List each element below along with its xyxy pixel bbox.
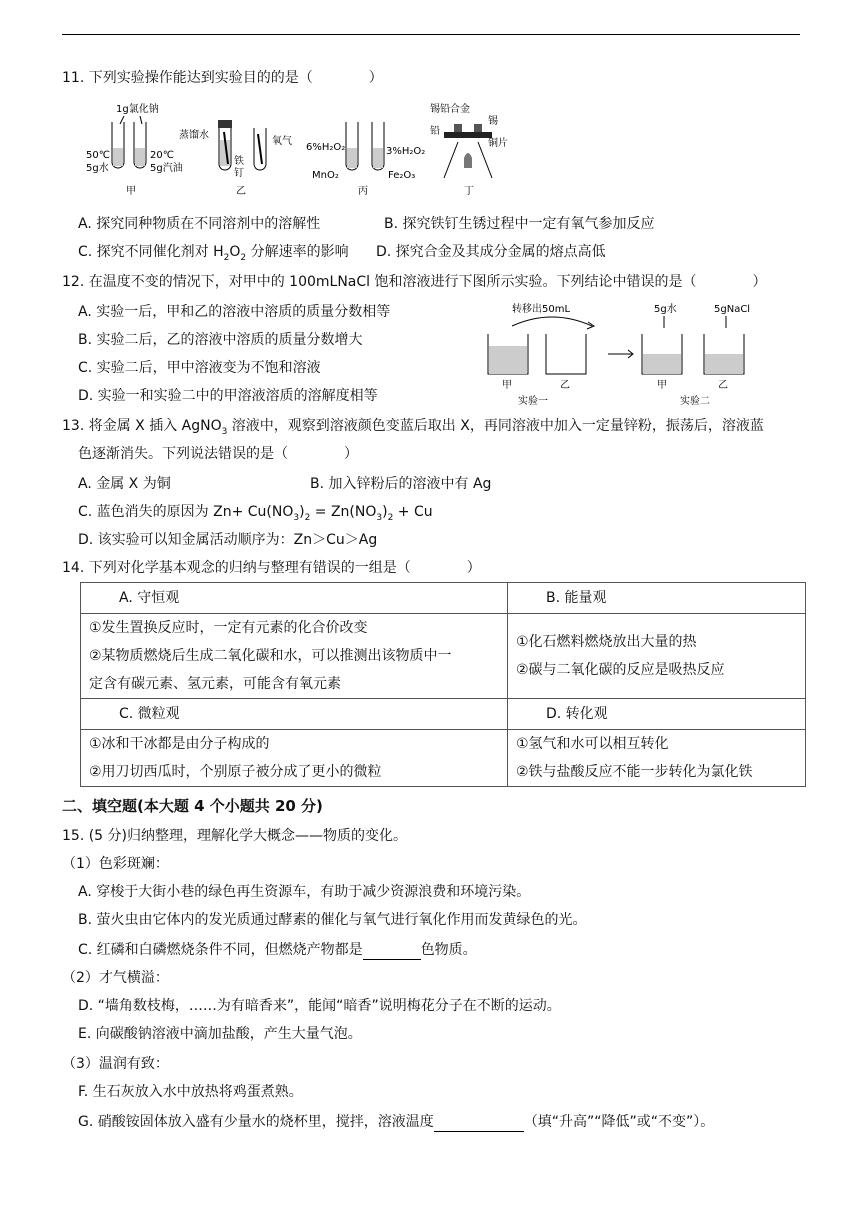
q15-blank-g xyxy=(434,1131,524,1132)
svg-text:乙: 乙 xyxy=(560,380,570,391)
q14-cell-b: ①化石燃料燃烧放出大量的热 ②碳与二氧化碳的反应是吸热反应 xyxy=(508,614,806,699)
svg-text:Fe₂O₃: Fe₂O₃ xyxy=(388,170,416,181)
q12-stem: 12. 在温度不变的情况下，对甲中的 100mLNaCl 饱和溶液进行下图所示实验。下列结论中错误的是（ ） xyxy=(62,274,767,290)
q12-option-c: C. 实验二后，甲中溶液变为不饱和溶液 xyxy=(78,360,321,376)
q14-head-c: C. 微粒观 xyxy=(81,699,508,730)
svg-text:铜片: 铜片 xyxy=(488,138,508,149)
q13-stem-line2: 色逐渐消失。下列说法错误的是（ ） xyxy=(78,446,358,462)
q13-option-c: C. 蓝色消失的原因为 $Zn+ Cu(NO_3)_2 = Zn(NO_3)_2 + Cu$ xyxy=(78,504,433,523)
svg-text:甲: 甲 xyxy=(502,380,512,391)
section-2-title: 二、填空题(本大题 4 个小题共 20 分) xyxy=(62,797,323,815)
svg-text:丙: 丙 xyxy=(358,186,368,197)
svg-text:乙: 乙 xyxy=(718,380,728,391)
q15-item-f: F. 生石灰放入水中放热将鸡蛋煮熟。 xyxy=(78,1084,303,1100)
svg-text:20℃: 20℃ xyxy=(150,150,174,161)
q15-item-e: E. 向碳酸钠溶液中滴加盐酸，产生大量气泡。 xyxy=(78,1026,362,1042)
svg-text:5gNaCl: 5gNaCl xyxy=(714,304,751,315)
svg-text:铅: 铅 xyxy=(430,126,440,137)
q14-table xyxy=(80,582,806,787)
q14-stem: 14. 下列对化学基本观念的归纳与整理有错误的一组是（ ） xyxy=(62,560,481,576)
q12-option-b: B. 实验二后，乙的溶液中溶质的质量分数增大 xyxy=(78,332,363,348)
svg-text:实验二: 实验二 xyxy=(680,396,710,407)
q14-cell-d: ①氢气和水可以相互转化 ②铁与盐酸反应不能一步转化为氯化铁 xyxy=(508,730,806,787)
q15-item-c: C. 红磷和白磷燃烧条件不同，但燃烧产物都是 色物质。 xyxy=(78,942,477,958)
q15-sub1: （1）色彩斑斓： xyxy=(62,856,169,872)
q11-stem: 11. 下列实验操作能达到实验目的的是（ ） xyxy=(62,70,383,86)
svg-text:5g水: 5g水 xyxy=(654,304,677,315)
q15-blank-c xyxy=(363,959,421,960)
q15-item-b: B. 萤火虫由它体内的发光质通过酵素的催化与氧气进行氧化作用而发黄绿色的光。 xyxy=(78,912,587,928)
q13-stem-line1: 13. 将金属 X 插入 AgNO$_3$ 溶液中，观察到溶液颜色变蓝后取出 X，再同溶液中加入一定量锌粉，振荡后，溶液蓝 xyxy=(62,418,764,437)
q11-option-d: D. 探究合金及其成分金属的熔点高低 xyxy=(376,244,606,260)
svg-text:钉: 钉 xyxy=(234,168,244,179)
q11-fig-jia-top: 1g氯化钠 xyxy=(116,104,159,115)
q13-option-b: B. 加入锌粉后的溶液中有 Ag xyxy=(310,476,492,492)
svg-text:5g汽油: 5g汽油 xyxy=(150,163,183,174)
q15-item-d: D. “墙角数枝梅，……为有暗香来”，能闻“暗香”说明梅花分子在不断的运动。 xyxy=(78,998,561,1014)
svg-text:氧气: 氧气 xyxy=(272,136,292,147)
q12-figure xyxy=(482,298,782,410)
svg-text:5g水: 5g水 xyxy=(86,163,109,174)
q14-cell-c: ①冰和干冰都是由分子构成的 ②用刀切西瓜时，个别原子被分成了更小的微粒 xyxy=(81,730,508,787)
svg-text:蒸馏水: 蒸馏水 xyxy=(179,130,209,141)
svg-text:甲: 甲 xyxy=(657,380,667,391)
svg-text:丁: 丁 xyxy=(464,186,474,197)
q15-sub2: （2）才气横溢： xyxy=(62,970,169,986)
q14-head-d: D. 转化观 xyxy=(508,699,806,730)
q12-option-a: A. 实验一后，甲和乙的溶液中溶质的质量分数相等 xyxy=(78,304,391,320)
q14-head-b: B. 能量观 xyxy=(508,583,806,614)
q11-option-b: B. 探究铁钉生锈过程中一定有氧气参加反应 xyxy=(384,216,655,232)
q13-option-d: D. 该实验可以知金属活动顺序为：Zn＞Cu＞Ag xyxy=(78,532,378,548)
q15-item-a: A. 穿梭于大街小巷的绿色再生资源车，有助于减少资源浪费和环境污染。 xyxy=(78,884,531,900)
svg-text:50℃: 50℃ xyxy=(86,150,110,161)
svg-text:乙: 乙 xyxy=(236,186,246,197)
svg-text:铁: 铁 xyxy=(234,156,244,167)
svg-text:锡铅合金: 锡铅合金 xyxy=(430,104,470,115)
q15-stem: 15. (5 分)归纳整理，理解化学大概念——物质的变化。 xyxy=(62,828,407,844)
q15-item-g: G. 硝酸铵固体放入盛有少量水的烧杯里，搅拌，溶液温度 （填“升高”“降低”或“不变”）。 xyxy=(78,1114,715,1130)
q11-option-a: A. 探究同种物质在不同溶剂中的溶解性 xyxy=(78,216,321,232)
svg-text:锡: 锡 xyxy=(488,116,498,127)
q12-option-d: D. 实验一和实验二中的甲溶液溶质的溶解度相等 xyxy=(78,388,378,404)
q14-head-a: A. 守恒观 xyxy=(81,583,508,614)
q13-option-a: A. 金属 X 为铜 xyxy=(78,476,171,492)
header-rule xyxy=(62,34,800,35)
q11-option-c: C. 探究不同催化剂对 $H_2O_2$ 分解速率的影响 xyxy=(78,244,349,263)
svg-text:实验一: 实验一 xyxy=(518,396,548,407)
svg-text:6%H₂O₂: 6%H₂O₂ xyxy=(306,142,346,153)
svg-text:3%H₂O₂: 3%H₂O₂ xyxy=(386,146,426,157)
svg-text:转移出50mL: 转移出50mL xyxy=(512,304,571,315)
q15-sub3: （3）温润有致： xyxy=(62,1056,169,1072)
svg-text:MnO₂: MnO₂ xyxy=(312,170,339,181)
svg-text:甲: 甲 xyxy=(126,186,136,197)
q11-figure xyxy=(84,98,508,202)
q14-cell-a: ①发生置换反应时，一定有元素的化合价改变 ②某物质燃烧后生成二氧化碳和水，可以推测出该物质中一 定含有碳元素、氢元素，可能含有氧元素 xyxy=(81,614,508,699)
